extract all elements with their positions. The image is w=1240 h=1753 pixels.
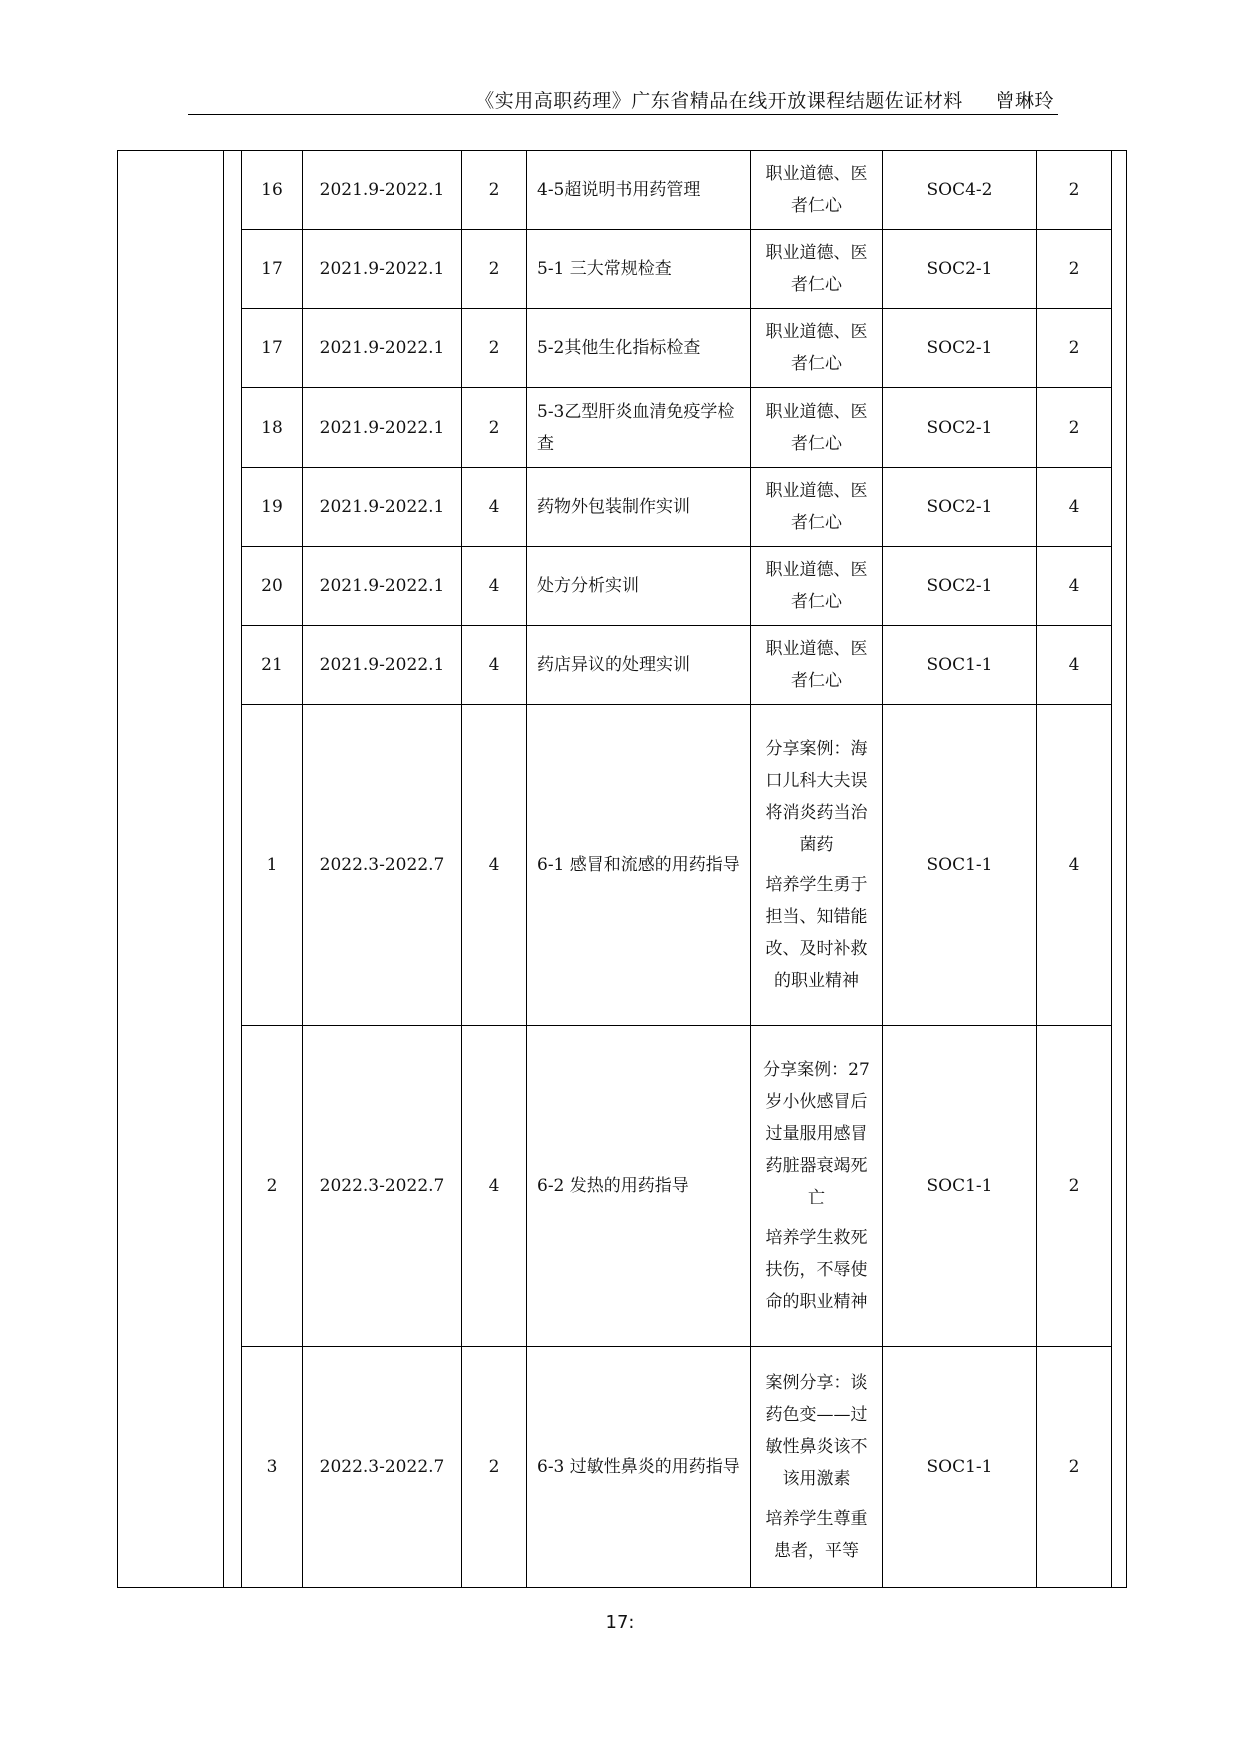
- cell-spirit: [751, 1025, 883, 1347]
- cell-topic: 5-3乙型肝炎血清免疫学检查: [527, 388, 751, 467]
- table-row: [242, 151, 1112, 230]
- cell-count: 4: [1037, 467, 1112, 546]
- spirit-paragraph: 职业道德、医者仁心: [765, 559, 868, 612]
- cell-code: SOC2-1: [883, 309, 1037, 388]
- cell-hours: 2: [462, 151, 527, 230]
- spirit-paragraph: 职业道德、医者仁心: [765, 639, 868, 692]
- cell-number: 1: [242, 705, 303, 1026]
- cell-number: 16: [242, 151, 303, 230]
- spirit-paragraph: 职业道德、医者仁心: [765, 243, 868, 296]
- cell-period: 2022.3-2022.7: [303, 705, 462, 1026]
- cell-spirit: [751, 388, 883, 467]
- cell-hours: 2: [462, 388, 527, 467]
- cell-topic: 5-2其他生化指标检查: [527, 309, 751, 388]
- cell-period: 2022.3-2022.7: [303, 1025, 462, 1347]
- cell-topic: 药物外包装制作实训: [527, 467, 751, 546]
- table-row: [242, 230, 1112, 309]
- cell-hours: 4: [462, 705, 527, 1026]
- cell-period: 2021.9-2022.1: [303, 467, 462, 546]
- table-row: [242, 625, 1112, 704]
- spirit-paragraph: 职业道德、医者仁心: [765, 322, 868, 375]
- cell-period: 2022.3-2022.7: [303, 1347, 462, 1588]
- spirit-paragraph: 职业道德、医者仁心: [765, 480, 868, 533]
- cell-topic: 6-1 感冒和流感的用药指导: [527, 705, 751, 1026]
- cell-topic: 处方分析实训: [527, 546, 751, 625]
- cell-count: 2: [1037, 230, 1112, 309]
- table-row: [242, 309, 1112, 388]
- cell-spirit: [751, 309, 883, 388]
- cell-period: 2021.9-2022.1: [303, 309, 462, 388]
- table-row: [242, 705, 1112, 1026]
- cell-number: 21: [242, 625, 303, 704]
- table-row: [242, 388, 1112, 467]
- spirit-paragraph: 培养学生尊重患者，平等: [765, 1509, 868, 1562]
- cell-period: 2021.9-2022.1: [303, 546, 462, 625]
- cell-topic: 5-1 三大常规检查: [527, 230, 751, 309]
- cell-spirit: [751, 705, 883, 1026]
- table-row: [242, 1347, 1112, 1588]
- spirit-paragraph: 培养学生救死扶伤，不辱使命的职业精神: [765, 1228, 868, 1313]
- cell-hours: 2: [462, 230, 527, 309]
- cell-topic: 药店异议的处理实训: [527, 625, 751, 704]
- cell-number: 19: [242, 467, 303, 546]
- cell-period: 2021.9-2022.1: [303, 388, 462, 467]
- table-body: [242, 151, 1112, 1588]
- table-row: [242, 546, 1112, 625]
- outer-column-divider: [223, 150, 224, 1588]
- cell-code: SOC2-1: [883, 230, 1037, 309]
- cell-number: 2: [242, 1025, 303, 1347]
- spirit-paragraph: 职业道德、医者仁心: [765, 401, 868, 454]
- header-title: 《实用高职药理》广东省精品在线开放课程结题佐证材料: [475, 90, 963, 112]
- course-schedule-table: [241, 150, 1112, 1588]
- cell-count: 2: [1037, 309, 1112, 388]
- cell-topic: 4-5超说明书用药管理: [527, 151, 751, 230]
- spirit-paragraph: 分享案例：27岁小伙感冒后过量服用感冒药脏器衰竭死亡: [763, 1060, 870, 1209]
- cell-code: SOC1-1: [883, 705, 1037, 1026]
- cell-code: SOC2-1: [883, 467, 1037, 546]
- page-number: 17:: [605, 1612, 635, 1633]
- cell-count: 4: [1037, 546, 1112, 625]
- cell-hours: 2: [462, 1347, 527, 1588]
- header-author: 曾琳玲: [995, 90, 1054, 112]
- cell-count: 2: [1037, 388, 1112, 467]
- page-header: [188, 86, 1058, 115]
- cell-topic: 6-3 过敏性鼻炎的用药指导: [527, 1347, 751, 1588]
- cell-number: 18: [242, 388, 303, 467]
- spirit-paragraph: 培养学生勇于担当、知错能改、及时补救的职业精神: [765, 874, 868, 991]
- cell-spirit: [751, 151, 883, 230]
- cell-hours: 4: [462, 625, 527, 704]
- cell-topic: 6-2 发热的用药指导: [527, 1025, 751, 1347]
- cell-period: 2021.9-2022.1: [303, 625, 462, 704]
- cell-number: 3: [242, 1347, 303, 1588]
- cell-hours: 4: [462, 546, 527, 625]
- spirit-paragraph: 职业道德、医者仁心: [765, 164, 868, 217]
- cell-code: SOC4-2: [883, 151, 1037, 230]
- cell-period: 2021.9-2022.1: [303, 151, 462, 230]
- cell-number: 17: [242, 230, 303, 309]
- spirit-paragraph: 案例分享：谈药色变——过敏性鼻炎该不该用激素: [765, 1373, 868, 1490]
- cell-code: SOC1-1: [883, 1025, 1037, 1347]
- cell-code: SOC1-1: [883, 1347, 1037, 1588]
- cell-spirit: [751, 1347, 883, 1588]
- cell-period: 2021.9-2022.1: [303, 230, 462, 309]
- cell-spirit: [751, 625, 883, 704]
- cell-spirit: [751, 467, 883, 546]
- header-text: [475, 86, 1054, 113]
- cell-count: 2: [1037, 151, 1112, 230]
- table-row: [242, 467, 1112, 546]
- cell-count: 2: [1037, 1347, 1112, 1588]
- cell-count: 4: [1037, 705, 1112, 1026]
- cell-spirit: [751, 230, 883, 309]
- cell-number: 20: [242, 546, 303, 625]
- cell-number: 17: [242, 309, 303, 388]
- spirit-paragraph: 分享案例：海口儿科大夫误将消炎药当治菌药: [765, 738, 868, 855]
- cell-hours: 4: [462, 1025, 527, 1347]
- cell-hours: 2: [462, 309, 527, 388]
- cell-code: SOC2-1: [883, 546, 1037, 625]
- cell-count: 4: [1037, 625, 1112, 704]
- cell-spirit: [751, 546, 883, 625]
- table-row: [242, 1025, 1112, 1347]
- cell-code: SOC2-1: [883, 388, 1037, 467]
- cell-hours: 4: [462, 467, 527, 546]
- cell-count: 2: [1037, 1025, 1112, 1347]
- cell-code: SOC1-1: [883, 625, 1037, 704]
